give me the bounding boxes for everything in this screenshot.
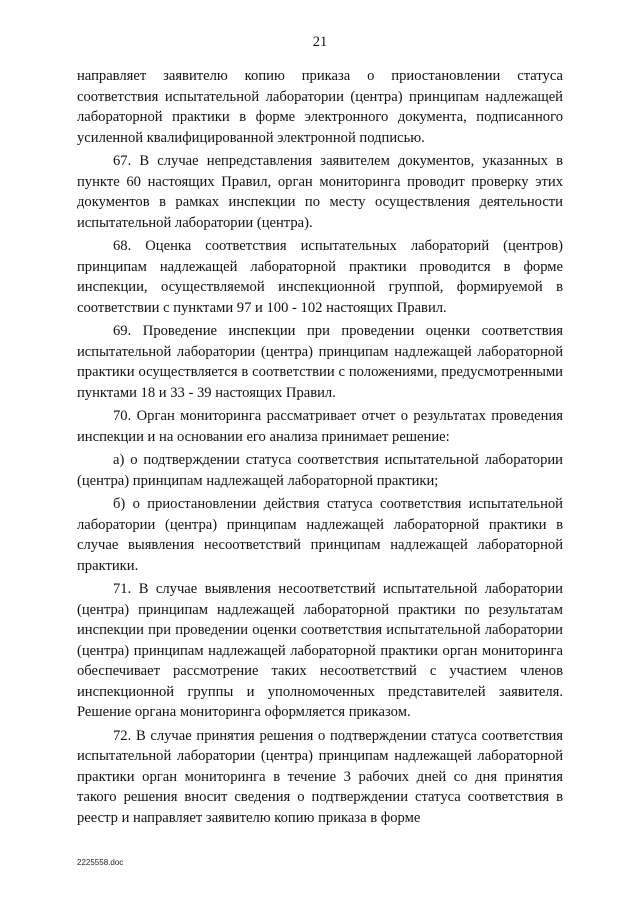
paragraph-continuation: направляет заявителю копию приказа о приостановлении статуса соответствия испытательной лаборатории (центра) принципам надлежащей лабораторной практики в форме электронного документа, подписанного усиленной квалифицированной электронной подписью.	[77, 68, 563, 146]
document-filename: 2225558.doc	[77, 858, 124, 867]
paragraph-68: 68. Оценка соответствия испытательных лабораторий (центров) принципам надлежащей лабораторной практики проводится в форме инспекции, осуществляемой инспекционной группой, формируемой в соответствии с пунктами 97 и 100 - 102 настоящих Правил.	[77, 238, 563, 316]
paragraph-69: 69. Проведение инспекции при проведении оценки соответствия испытательной лаборатории (центра) принципам надлежащей лабораторной практики осуществляется в соответствии с положениями, предусмотренными пунктами 18 и 33 - 39 настоящих Правил.	[77, 323, 563, 401]
document-body	[77, 66, 563, 831]
paragraph-72: 72. В случае принятия решения о подтверждении статуса соответствия испытательной лаборатории (центра) принципам надлежащей лабораторной практики орган мониторинга в течение 3 рабочих дней со дня принятия такого решения вносит сведения о подтверждении статуса соответствия в реестр и направляет заявителю копию приказа в форме	[77, 727, 563, 826]
paragraph-71: 71. В случае выявления несоответствий испытательной лаборатории (центра) принципам надлежащей лабораторной практики по результатам инспекции при проведении оценки соответствия испытательной лаборатории (центра) принципам надлежащей лабораторной практики орган мониторинга обеспечивает рассмотрение таких несоответствий с участием членов инспекционной группы и уполномоченных представителей заявителя. Решение органа мониторинга оформляется приказом.	[77, 581, 563, 720]
paragraph-70-b: б) о приостановлении действия статуса соответствия испытательной лаборатории (центра) принципам надлежащей лабораторной практики в случае выявления несоответствий принципам надлежащей лабораторной практики.	[77, 496, 563, 574]
paragraph-70: 70. Орган мониторинга рассматривает отчет о результатах проведения инспекции и на основании его анализа принимает решение:	[77, 408, 563, 445]
paragraph-67: 67. В случае непредставления заявителем документов, указанных в пункте 60 настоящих Правил, орган мониторинга проводит проверку этих документов в рамках инспекции по месту осуществления деятельности испытательной лаборатории (центра).	[77, 153, 563, 231]
page-number: 21	[312, 34, 328, 50]
paragraph-70-a: а) о подтверждении статуса соответствия испытательной лаборатории (центра) принципам надлежащей лабораторной практики;	[77, 452, 563, 489]
